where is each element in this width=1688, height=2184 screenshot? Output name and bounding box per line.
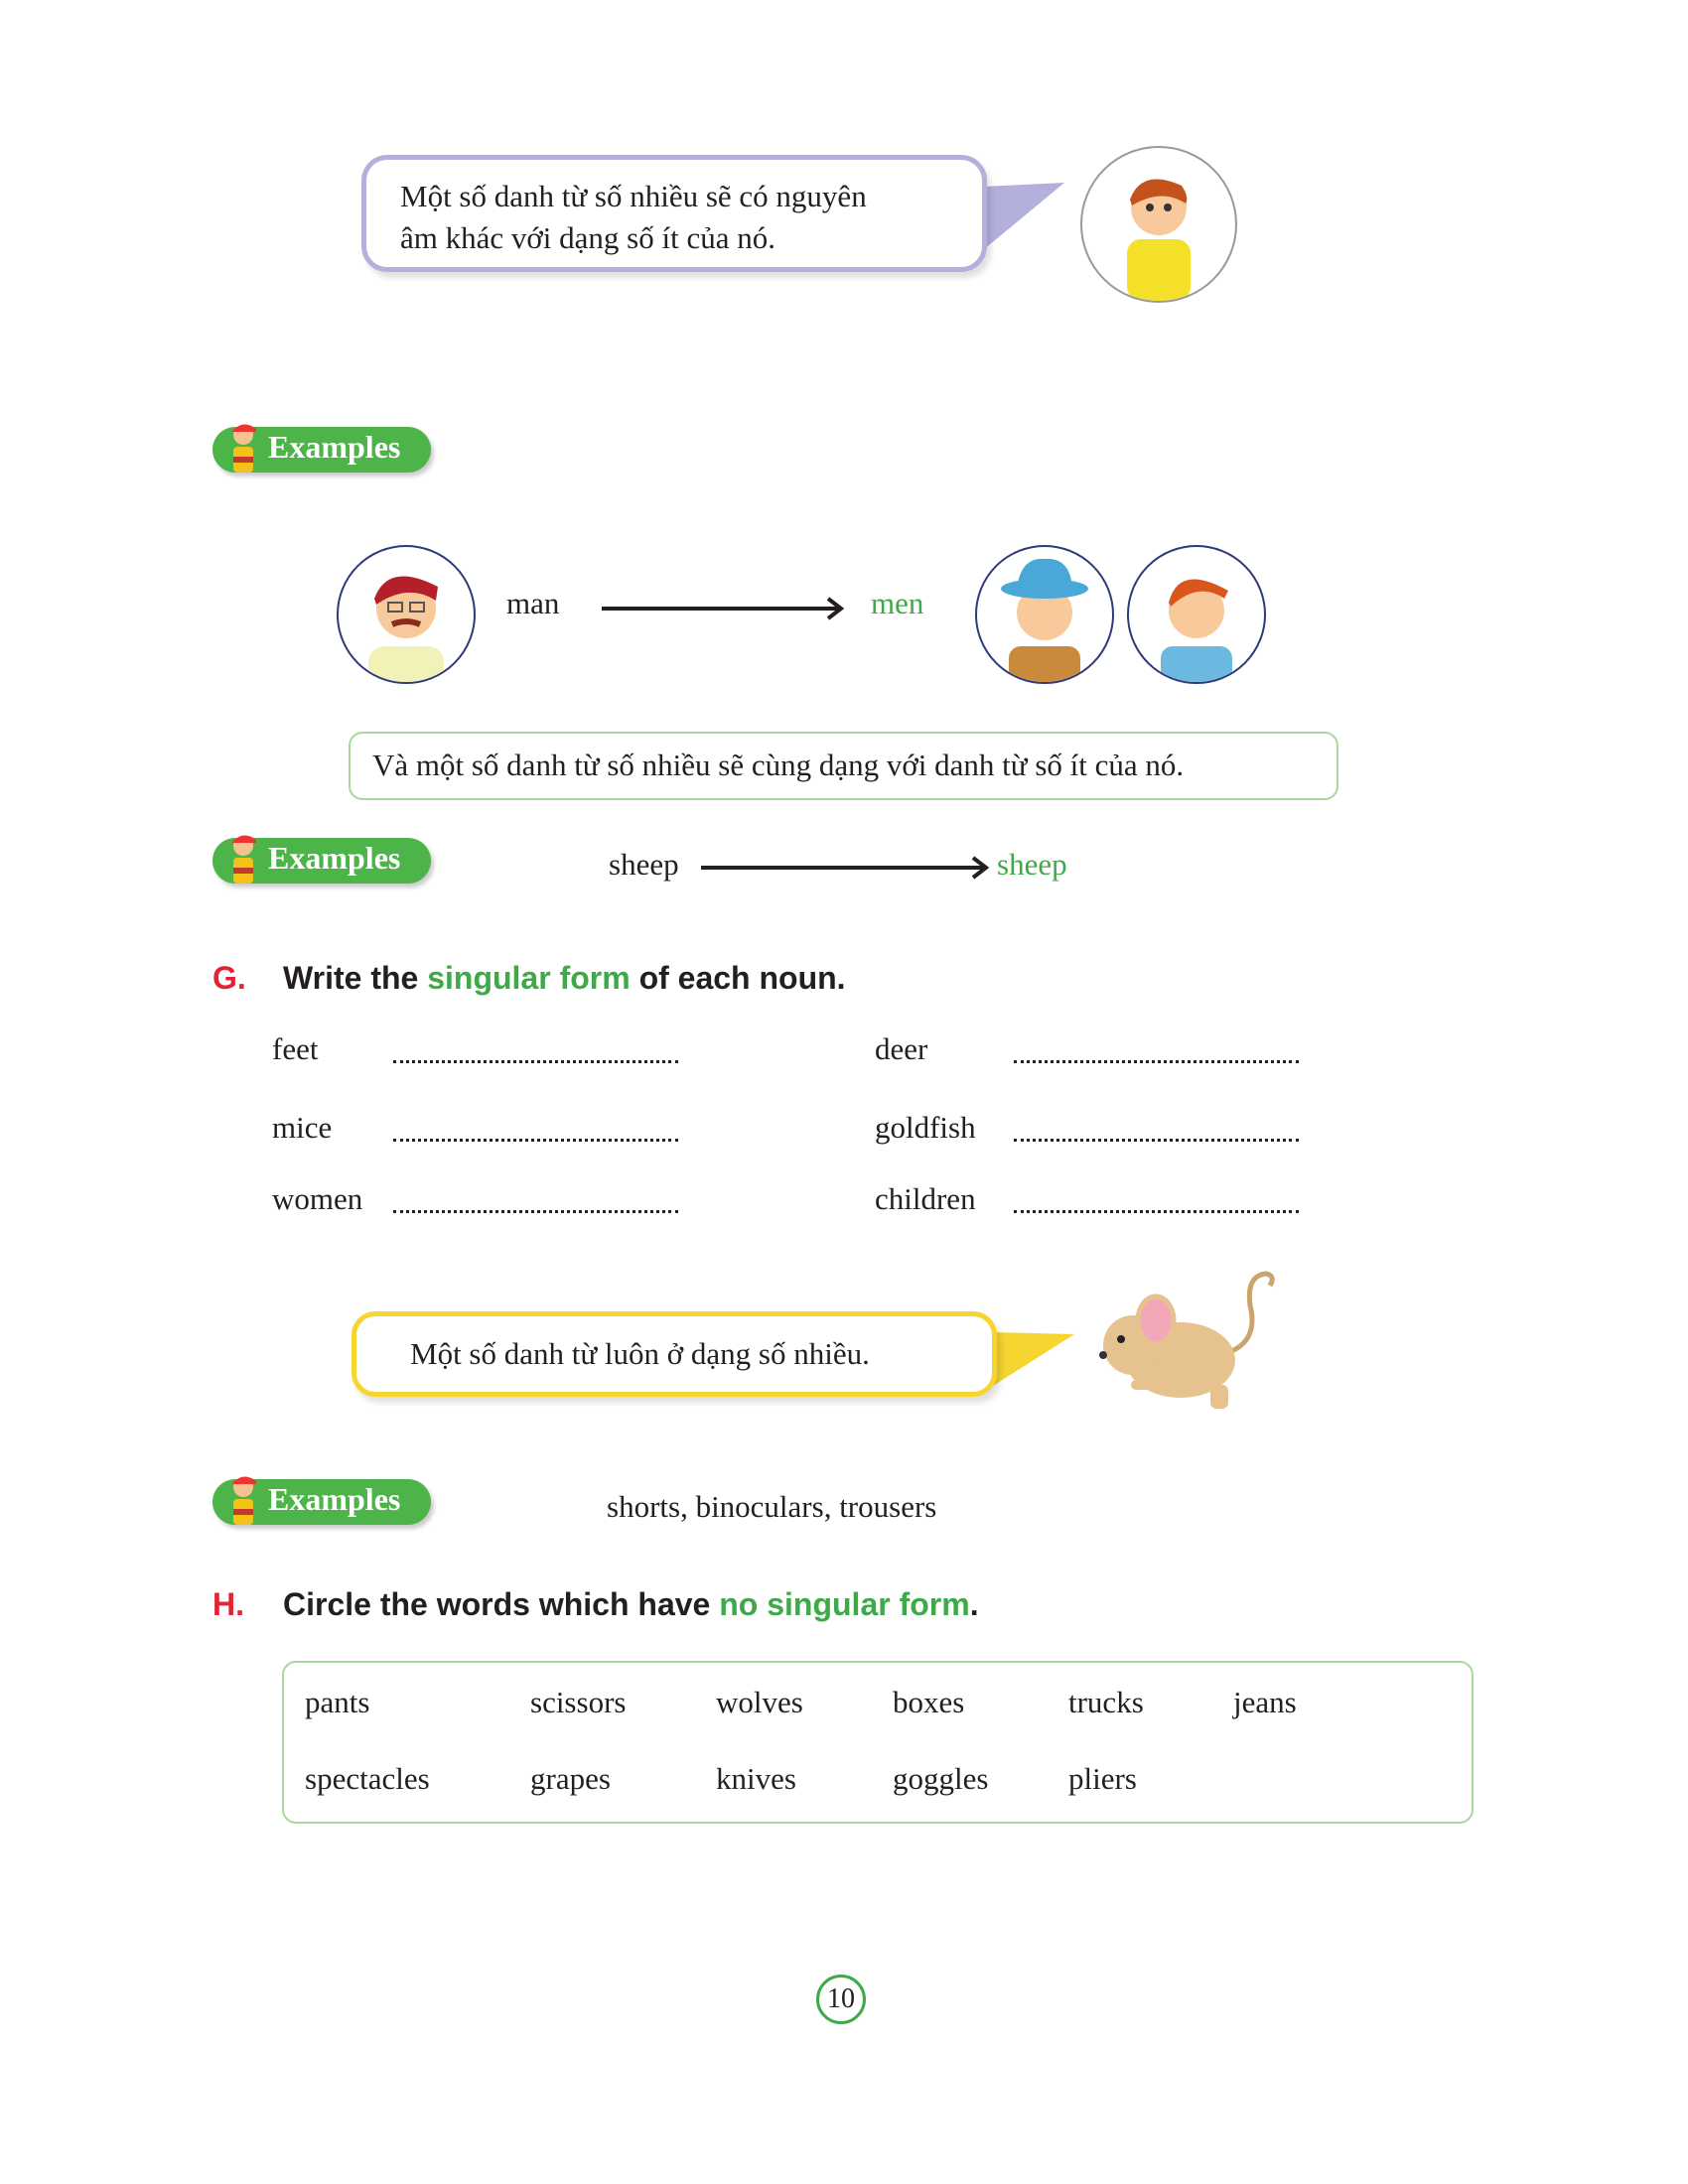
- noun-children: children: [875, 1181, 976, 1216]
- kid-icon: [226, 1471, 260, 1529]
- note-text: Và một số danh từ số nhiều sẽ cùng dạng với danh từ số ít của nó.: [372, 748, 1185, 782]
- examples-badge: [212, 830, 431, 884]
- bubble-tail: [983, 181, 1072, 260]
- noun-mice: mice: [272, 1110, 333, 1145]
- example-plural-sheep: sheep: [997, 847, 1067, 882]
- note-line: âm khác với dạng số ít của nó.: [400, 220, 775, 255]
- examples-badge: [212, 1471, 431, 1525]
- answer-blank[interactable]: [1014, 1210, 1299, 1213]
- kid-icon: [226, 830, 260, 887]
- title-text: Write the: [283, 960, 428, 996]
- answer-blank[interactable]: [1014, 1060, 1299, 1063]
- bubble-tail: [993, 1330, 1082, 1390]
- note-text: [400, 176, 867, 259]
- answer-blank[interactable]: [393, 1210, 678, 1213]
- word-option[interactable]: wolves: [716, 1685, 803, 1719]
- title-text: of each noun.: [630, 960, 846, 996]
- section-title: [283, 1586, 979, 1623]
- word-option[interactable]: jeans: [1233, 1685, 1297, 1719]
- arrow-right-icon: [699, 855, 993, 881]
- word-option[interactable]: knives: [716, 1761, 796, 1796]
- title-text: .: [969, 1586, 979, 1622]
- answer-blank[interactable]: [393, 1060, 678, 1063]
- word-option[interactable]: pliers: [1068, 1761, 1137, 1796]
- boy-thinking-illustration: [1080, 146, 1237, 303]
- word-option[interactable]: spectacles: [305, 1761, 430, 1796]
- title-highlight: no singular form: [719, 1586, 970, 1622]
- examples-badge: [212, 419, 431, 473]
- noun-women: women: [272, 1181, 363, 1216]
- noun-goldfish: goldfish: [875, 1110, 976, 1145]
- speech-bubble-vowel-change: [361, 155, 987, 272]
- note-box-same-form: [349, 732, 1338, 800]
- mouse-illustration: [1071, 1266, 1280, 1420]
- title-highlight: singular form: [427, 960, 631, 996]
- man-avatar: [337, 545, 476, 684]
- word-option[interactable]: grapes: [530, 1761, 611, 1796]
- word-option[interactable]: pants: [305, 1685, 370, 1719]
- example-plural-men: men: [871, 586, 924, 620]
- section-letter: G.: [212, 960, 246, 996]
- examples-label: Examples: [268, 840, 401, 876]
- word-option[interactable]: boxes: [893, 1685, 965, 1719]
- word-option[interactable]: scissors: [530, 1685, 627, 1719]
- example-singular-man: man: [506, 586, 560, 620]
- noun-feet: feet: [272, 1031, 319, 1066]
- examples-label: Examples: [268, 429, 401, 465]
- man-with-hat-avatar: [975, 545, 1114, 684]
- speech-bubble-always-plural: [352, 1311, 997, 1397]
- section-g-heading: [212, 960, 846, 997]
- word-option[interactable]: goggles: [893, 1761, 989, 1796]
- section-h-heading: [212, 1586, 979, 1623]
- noun-deer: deer: [875, 1031, 928, 1066]
- examples-label: Examples: [268, 1481, 401, 1517]
- section-letter: H.: [212, 1586, 244, 1622]
- arrow-right-icon: [600, 596, 848, 621]
- answer-blank[interactable]: [393, 1139, 678, 1142]
- example-always-plural-words: shorts, binoculars, trousers: [607, 1489, 937, 1524]
- word-box: [282, 1661, 1474, 1824]
- word-option[interactable]: trucks: [1068, 1685, 1144, 1719]
- note-text: Một số danh từ luôn ở dạng số nhiều.: [410, 1336, 870, 1371]
- section-title: [283, 960, 846, 997]
- kid-icon: [226, 419, 260, 477]
- page-number: 10: [816, 1975, 866, 2024]
- red-haired-man-avatar: [1127, 545, 1266, 684]
- note-line: Một số danh từ số nhiều sẽ có nguyên: [400, 179, 867, 213]
- example-singular-sheep: sheep: [609, 847, 679, 882]
- title-text: Circle the words which have: [283, 1586, 720, 1622]
- answer-blank[interactable]: [1014, 1139, 1299, 1142]
